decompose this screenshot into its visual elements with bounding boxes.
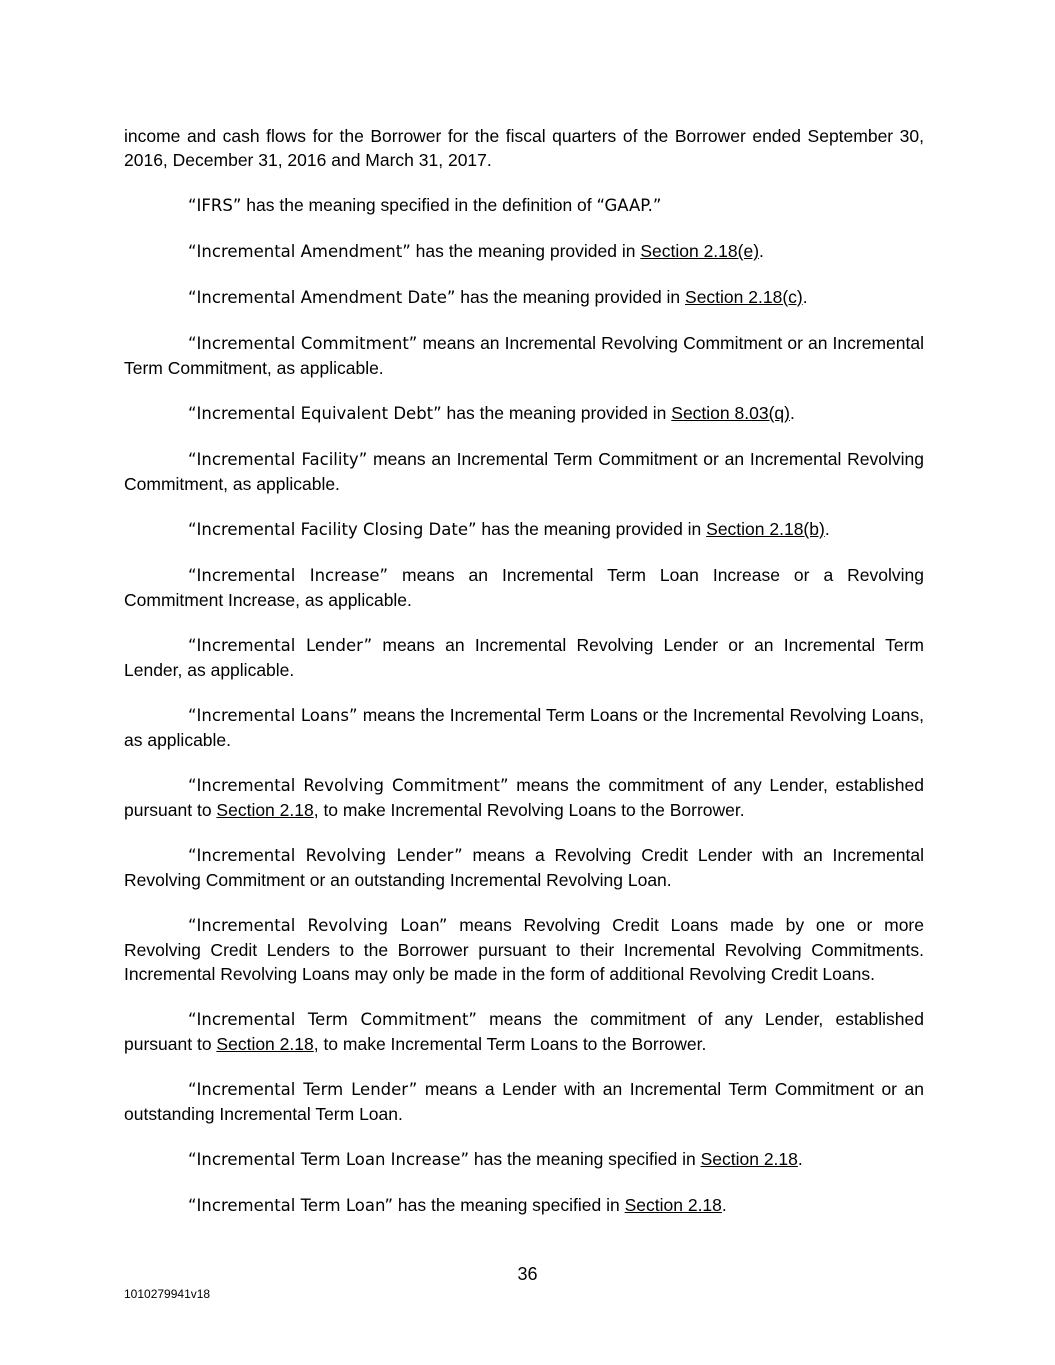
definition-paragraph (124, 285, 924, 310)
definition-text: means the Incremental Term Loans or the Incremental Revolving Loans, as applicable. (124, 705, 924, 750)
defined-term: “Incremental Loans” (188, 706, 358, 725)
definition-paragraph (124, 447, 924, 496)
definition-text: means a Lender with an Incremental Term Commitment or an outstanding Incremental Term Loan. (124, 1079, 924, 1124)
definition-text: means an Incremental Term Loan Increase or a Revolving Commitment Increase, as applicable. (124, 565, 924, 610)
definition-paragraph (124, 1193, 924, 1218)
section-reference: Section 2.18 (216, 800, 314, 820)
defined-term: “Incremental Term Lender” (188, 1080, 418, 1099)
definition-text: has the meaning provided in (455, 287, 686, 307)
defined-term: “Incremental Term Commitment” (188, 1010, 477, 1029)
definition-paragraph (124, 1077, 924, 1126)
definition-text: means an Incremental Revolving Lender or an Incremental Term Lender, as applicable. (124, 635, 924, 680)
definition-text-end: . (759, 241, 764, 261)
document-body (124, 124, 924, 1239)
definition-paragraph (124, 773, 924, 822)
definition-paragraph (124, 1007, 924, 1056)
defined-term: “Incremental Revolving Commitment” (188, 776, 509, 795)
definition-text: means an Incremental Revolving Commitment or an Incremental Term Commitment, as applicable. (124, 333, 924, 378)
definition-paragraph (124, 633, 924, 682)
section-reference: Section 8.03(q) (671, 403, 790, 423)
defined-term: “Incremental Lender” (188, 636, 373, 655)
defined-term: “Incremental Facility” (188, 450, 368, 469)
referenced-term: “GAAP.” (596, 196, 662, 215)
continuation-paragraph: income and cash flows for the Borrower for the fiscal quarters of the Borrower ended September 30, 2016, December 31, 2016 and March 31, 2017. (124, 126, 924, 170)
defined-term: “Incremental Revolving Loan” (188, 916, 448, 935)
section-reference: Section 2.18 (700, 1149, 798, 1169)
definition-text-end: . (721, 1195, 727, 1215)
definition-paragraph (124, 703, 924, 752)
defined-term: “Incremental Equivalent Debt” (188, 404, 442, 423)
definition-paragraph (124, 401, 924, 426)
definition-paragraph (124, 193, 924, 218)
definition-text-end: . (824, 519, 830, 539)
definition-text-end: . (789, 403, 795, 423)
definition-text: has the meaning provided in (441, 403, 672, 423)
definition-paragraph (124, 563, 924, 612)
definition-text: has the meaning specified in the definition of (241, 195, 597, 215)
definition-text-end: , to make Incremental Revolving Loans to the Borrower. (313, 800, 745, 820)
definition-text: means an Incremental Term Commitment or an Incremental Revolving Commitment, as applicable. (124, 449, 924, 494)
definition-text: means the commitment of any Lender, established pursuant to (124, 1009, 924, 1054)
definition-text: means a Revolving Credit Lender with an Incremental Revolving Commitment or an outstanding Incremental Revolving Loan. (124, 845, 924, 890)
definition-text: has the meaning provided in (476, 519, 707, 539)
definition-paragraph (124, 517, 924, 542)
definition-text: has the meaning specified in (393, 1195, 625, 1215)
definition-text-end: . (802, 287, 808, 307)
defined-term: “Incremental Commitment” (188, 334, 418, 353)
definition-text: has the meaning specified in (469, 1149, 701, 1169)
definition-text: has the meaning provided in (410, 241, 641, 261)
definition-text-end: . (797, 1149, 803, 1169)
section-reference: Section 2.18 (624, 1195, 722, 1215)
defined-term: “Incremental Amendment Date” (188, 288, 456, 307)
defined-term: “Incremental Term Loan Increase” (188, 1150, 470, 1169)
definition-paragraph (124, 913, 924, 986)
section-reference: Section 2.18(c) (685, 287, 803, 307)
defined-term: “Incremental Facility Closing Date” (188, 520, 477, 539)
defined-term: “Incremental Amendment” (188, 242, 411, 261)
document-id: 1010279941v18 (124, 1287, 211, 1301)
definition-text: means Revolving Credit Loans made by one or more Revolving Credit Lenders to the Borrower pursuant to their Incremental Revolving Commitments. Incremental Revolving Loans may only be made in the form of additional Revolving Credit Loans. (124, 915, 924, 984)
defined-term: “IFRS” (188, 196, 242, 215)
section-reference: Section 2.18 (216, 1034, 314, 1054)
definition-paragraph (124, 1147, 924, 1172)
definition-paragraph (124, 239, 924, 264)
definition-paragraph (124, 843, 924, 892)
definition-text: means the commitment of any Lender, established pursuant to (124, 775, 924, 820)
section-reference: Section 2.18(b) (706, 519, 825, 539)
definition-paragraph (124, 331, 924, 380)
definition-text-end: , to make Incremental Term Loans to the Borrower. (313, 1034, 707, 1054)
defined-term: “Incremental Revolving Lender” (188, 846, 463, 865)
defined-term: “Incremental Increase” (188, 566, 389, 585)
defined-term: “Incremental Term Loan” (188, 1196, 394, 1215)
page-number: 36 (517, 1264, 538, 1284)
section-reference: Section 2.18(e) (640, 241, 760, 261)
